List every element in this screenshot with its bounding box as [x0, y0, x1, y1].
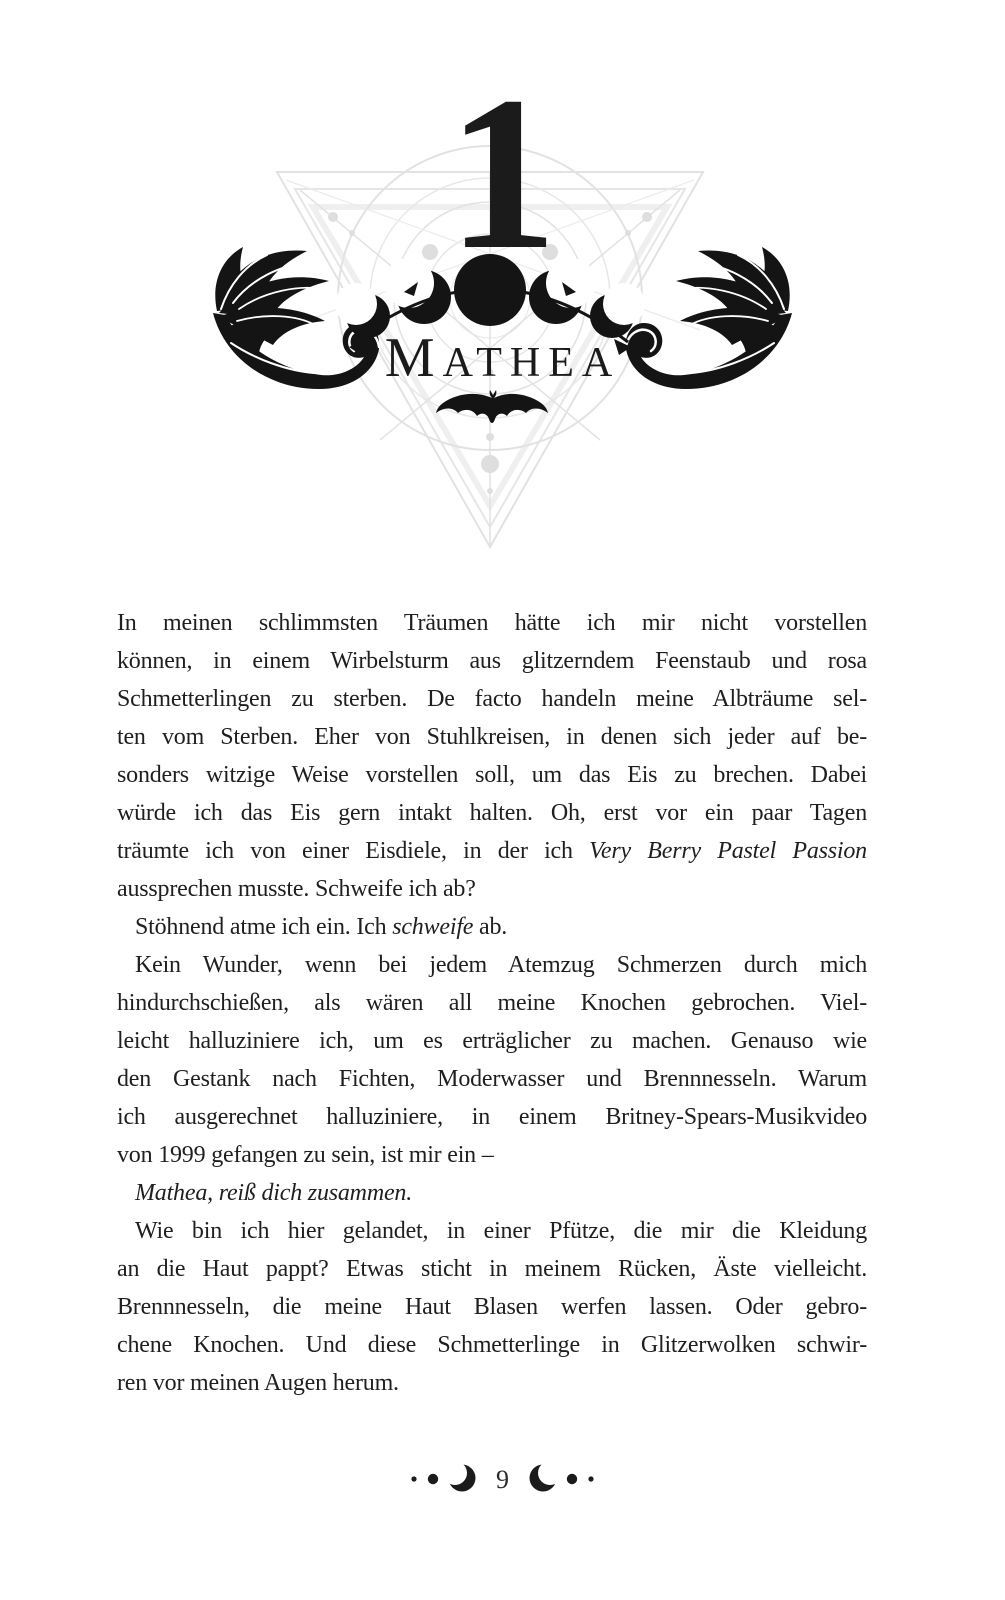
text-line: sonders witzige Weise vorstellen soll, um das Eis zu brechen. Dabei [117, 762, 867, 788]
text-line: Mathea, reiß dich zusammen. [135, 1180, 412, 1206]
text-line: chene Knochen. Und diese Schmetterlinge in Glitzerwolken schwir- [117, 1332, 867, 1358]
text-line: Brennnesseln, die meine Haut Blasen werfen lassen. Oder gebro- [117, 1294, 867, 1320]
crescent-moon-right-icon [525, 1460, 597, 1496]
body-text [117, 604, 867, 1402]
text-line: hindurchschießen, als wären all meine Knochen gebrochen. Viel- [117, 990, 867, 1016]
text-line: würde ich das Eis gern intakt halten. Oh, erst vor ein paar Tagen [117, 800, 867, 826]
chapter-number: 1 [447, 51, 558, 295]
chapter-title: MATHEA [384, 327, 621, 389]
page-footer [0, 1456, 1005, 1500]
text-line: aussprechen musste. Schweife ich ab? [117, 876, 476, 902]
text-line: träumte ich von einer Eisdiele, in der ich Very Berry Pastel Passion [117, 838, 867, 864]
page-number: 9 [496, 1465, 509, 1494]
text-line: Wie bin ich hier gelandet, in einer Pfütze, die mir die Kleidung [135, 1218, 867, 1244]
crescent-moon-left-icon [408, 1460, 480, 1496]
text-line: leicht halluziniere ich, um es erträglicher zu machen. Genauso wie [117, 1028, 867, 1054]
text-line: an die Haut pappt? Etwas sticht in meinem Rücken, Äste vielleicht. [117, 1256, 867, 1282]
text-line: ten vom Sterben. Eher von Stuhlkreisen, in denen sich jeder auf be- [117, 724, 867, 750]
text-line: den Gestank nach Fichten, Moderwasser und Brennnesseln. Warum [117, 1066, 867, 1092]
text-line: ren vor meinen Augen herum. [117, 1370, 399, 1396]
bat-icon [436, 390, 548, 423]
text-line: können, in einem Wirbelsturm aus glitzerndem Feenstaub und rosa [117, 648, 867, 674]
text-line: Stöhnend atme ich ein. Ich schweife ab. [135, 914, 508, 940]
text-line: Kein Wunder, wenn bei jedem Atemzug Schmerzen durch mich [135, 952, 867, 978]
text-line: In meinen schlimmsten Träumen hätte ich mir nicht vorstellen [117, 610, 867, 636]
text-line: ich ausgerechnet halluziniere, in einem Britney-Spears-Musikvideo [117, 1104, 867, 1130]
text-line: von 1999 gefangen zu sein, ist mir ein – [117, 1142, 494, 1168]
text-line: Schmetterlingen zu sterben. De facto handeln meine Albträume sel- [117, 686, 867, 712]
